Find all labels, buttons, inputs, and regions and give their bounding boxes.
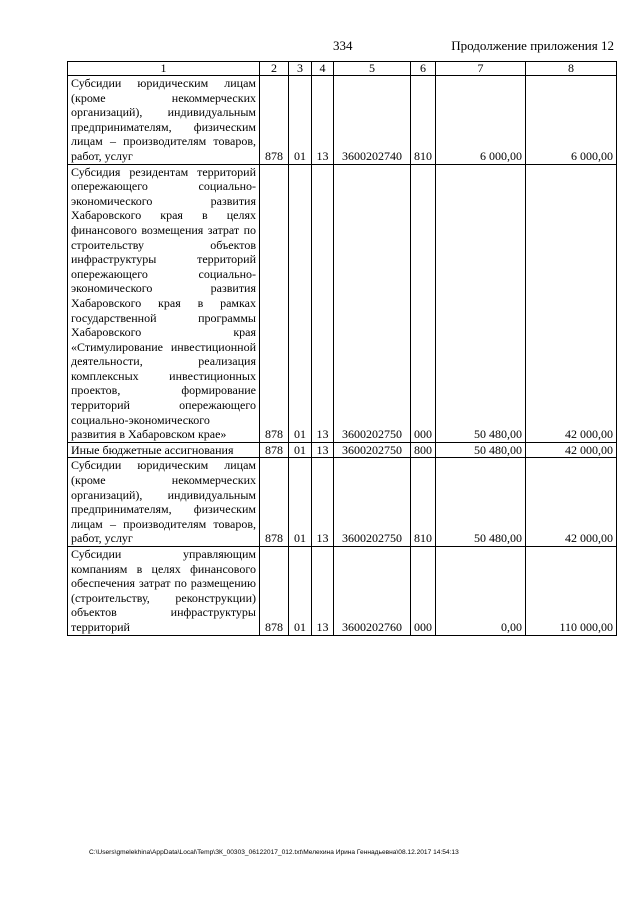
row-name: Субсидии управляющим компаниям в целях финансового обеспечения затрат по размещению (строительству, реконструкции) объектов инфраструктуры территорий — [68, 547, 260, 636]
table-header-row — [68, 62, 617, 76]
subsection-code: 13 — [312, 442, 334, 458]
target-article-code: 3600202750 — [334, 164, 411, 442]
table-row — [68, 547, 617, 636]
section-code: 01 — [289, 164, 312, 442]
column-header: 8 — [526, 62, 617, 76]
column-header: 1 — [68, 62, 260, 76]
target-article-code: 3600202760 — [334, 547, 411, 636]
section-code: 01 — [289, 442, 312, 458]
subsection-code: 13 — [312, 76, 334, 165]
column-header: 7 — [436, 62, 526, 76]
table-row — [68, 458, 617, 547]
column-header: 6 — [411, 62, 436, 76]
subsection-code: 13 — [312, 164, 334, 442]
amount-year-1: 6 000,00 — [436, 76, 526, 165]
ministry-code: 878 — [260, 164, 289, 442]
target-article-code: 3600202740 — [334, 76, 411, 165]
ministry-code: 878 — [260, 547, 289, 636]
subsection-code: 13 — [312, 547, 334, 636]
section-code: 01 — [289, 458, 312, 547]
amount-year-2: 110 000,00 — [526, 547, 617, 636]
amount-year-1: 50 480,00 — [436, 442, 526, 458]
ministry-code: 878 — [260, 76, 289, 165]
ministry-code: 878 — [260, 442, 289, 458]
column-header: 5 — [334, 62, 411, 76]
appendix-continuation-label: Продолжение приложения 12 — [451, 38, 614, 53]
column-header: 2 — [260, 62, 289, 76]
budget-table — [67, 61, 617, 636]
expense-type-code: 000 — [411, 547, 436, 636]
row-name: Субсидии юридическим лицам (кроме некоммерческих организаций), индивидуальным предпринимателям, физическим лицам – производителям товаров, работ, услуг — [68, 76, 260, 165]
amount-year-2: 42 000,00 — [526, 442, 617, 458]
table-row — [68, 442, 617, 458]
amount-year-2: 42 000,00 — [526, 458, 617, 547]
column-header: 4 — [312, 62, 334, 76]
amount-year-1: 50 480,00 — [436, 458, 526, 547]
section-code: 01 — [289, 547, 312, 636]
row-name: Иные бюджетные ассигнования — [68, 442, 260, 458]
file-path-footer: C:\Users\gmelekhina\AppData\Local\Temp\ЗК_00303_06122017_012.txt\Мелехина Ирина Геннадьевна\08.12.2017 14:54:13 — [89, 849, 459, 856]
amount-year-2: 6 000,00 — [526, 76, 617, 165]
target-article-code: 3600202750 — [334, 442, 411, 458]
ministry-code: 878 — [260, 458, 289, 547]
page-number: 334 — [333, 38, 353, 53]
table-row — [68, 164, 617, 442]
amount-year-1: 0,00 — [436, 547, 526, 636]
expense-type-code: 000 — [411, 164, 436, 442]
amount-year-2: 42 000,00 — [526, 164, 617, 442]
expense-type-code: 810 — [411, 76, 436, 165]
section-code: 01 — [289, 76, 312, 165]
row-name: Субсидии юридическим лицам (кроме некоммерческих организаций), индивидуальным предпринимателям, физическим лицам – производителям товаров, работ, услуг — [68, 458, 260, 547]
row-name: Субсидия резидентам территорий опережающего социально-экономического развития Хабаровского края в целях финансового возмещения затрат по строительству объектов инфраструктуры территорий опережающего социально-экономического развития Хабаровского края в рамках государственной программы Хабаровского края «Стимулирование инвестиционной деятельности, реализация комплексных инвестиционных проектов, формирование территорий опережающего социально-экономического развития в Хабаровском крае» — [68, 164, 260, 442]
amount-year-1: 50 480,00 — [436, 164, 526, 442]
column-header: 3 — [289, 62, 312, 76]
subsection-code: 13 — [312, 458, 334, 547]
expense-type-code: 800 — [411, 442, 436, 458]
target-article-code: 3600202750 — [334, 458, 411, 547]
expense-type-code: 810 — [411, 458, 436, 547]
table-row — [68, 76, 617, 165]
